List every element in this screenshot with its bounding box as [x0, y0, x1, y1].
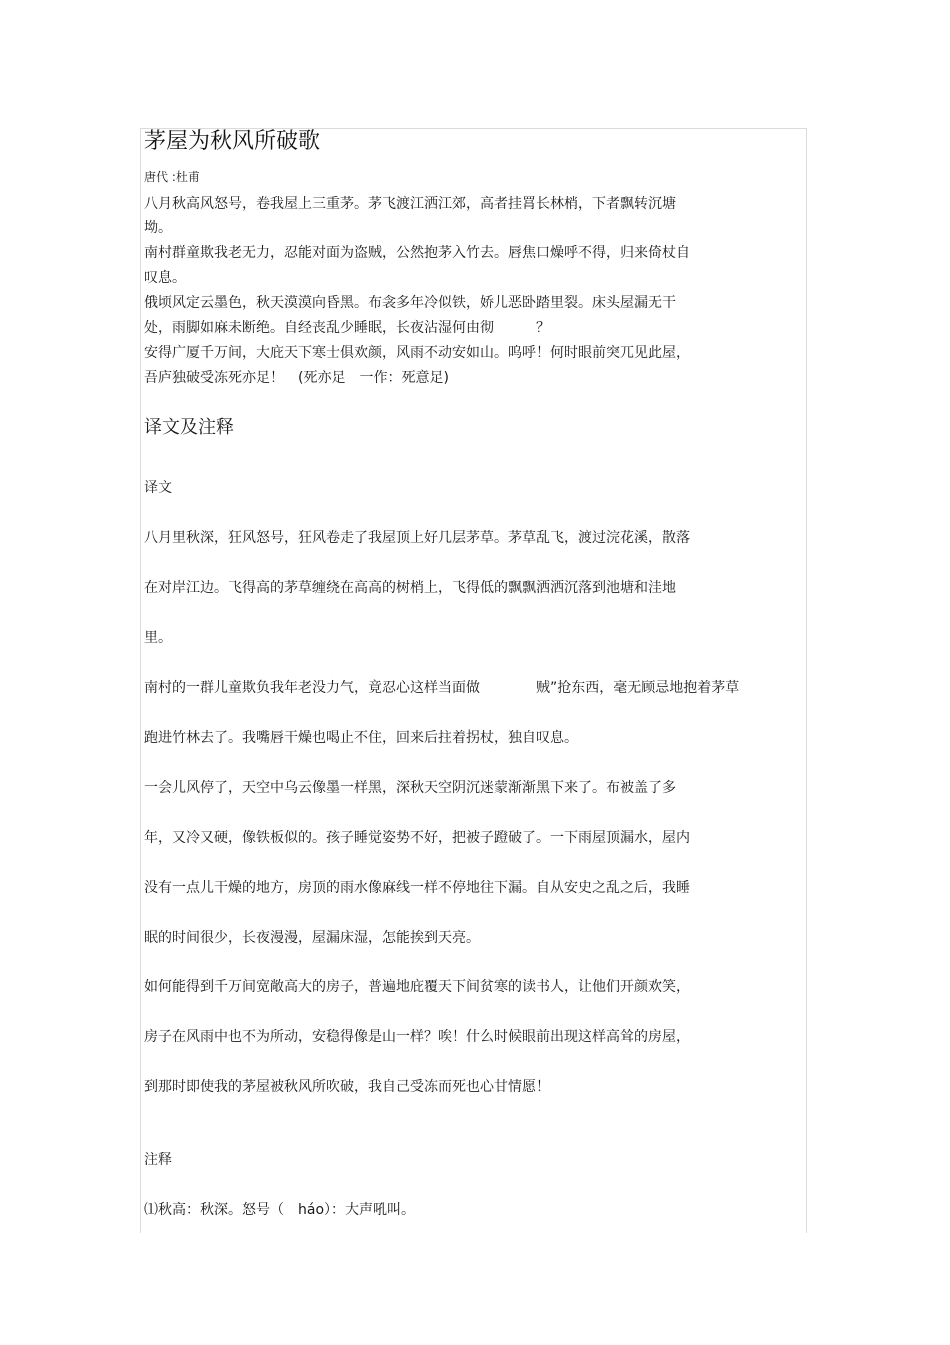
notes-label: 注释	[144, 1152, 172, 1168]
poem-line: 处，雨脚如麻未断绝。自经丧乱少睡眠，长夜沾湿何由彻 ？	[144, 320, 550, 336]
poem-line: 坳。	[144, 220, 172, 236]
poem-line: 八月秋高风怒号，卷我屋上三重茅。茅飞渡江洒江郊，高者挂罥长林梢，下者飘转沉塘	[144, 196, 676, 212]
translation-label: 译文	[144, 480, 172, 496]
poem-title: 茅屋为秋风所破歌	[144, 129, 321, 154]
poem-line: 叹息。	[144, 270, 186, 286]
translation-line: 到那时即使我的茅屋被秋风所吹破，我自己受冻而死也心甘情愿！	[144, 1079, 550, 1095]
translation-line: 房子在风雨中也不为所动，安稳得像是山一样？唉！什么时候眼前出现这样高耸的房屋，	[144, 1029, 690, 1045]
section-heading: 译文及注释	[144, 417, 234, 438]
note-item: ⑴秋高：秋深。怒号（ háo）：大声吼叫。	[144, 1202, 416, 1218]
translation-line: 在对岸江边。飞得高的茅草缠绕在高高的树梢上，飞得低的飘飘洒洒沉落到池塘和洼地	[144, 580, 676, 596]
translation-line: 南村的一群儿童欺负我年老没力气，竟忍心这样当面做 贼”抢东西，毫无顾忌地抱着茅草	[144, 680, 740, 696]
poem-line: 南村群童欺我老无力，忍能对面为盗贼，公然抱茅入竹去。唇焦口燥呼不得，归来倚杖自	[144, 245, 690, 261]
translation-line: 一会儿风停了，天空中乌云像墨一样黑，深秋天空阴沉迷蒙渐渐黑下来了。布被盖了多	[144, 780, 676, 796]
translation-line: 如何能得到千万间宽敞高大的房子，普遍地庇覆天下间贫寒的读书人，让他们开颜欢笑，	[144, 979, 690, 995]
translation-line: 里。	[144, 630, 172, 646]
translation-line: 年，又冷又硬，像铁板似的。孩子睡觉姿势不好，把被子蹬破了。一下雨屋顶漏水，屋内	[144, 830, 690, 846]
translation-line: 八月里秋深，狂风怒号，狂风卷走了我屋顶上好几层茅草。茅草乱飞，渡过浣花溪，散落	[144, 530, 690, 546]
poem-line: 吾庐独破受冻死亦足！ (死亦足 一作：死意足)	[144, 370, 449, 386]
poem-line: 安得广厦千万间，大庇天下寒士俱欢颜，风雨不动安如山。呜呼！何时眼前突兀见此屋，	[144, 345, 690, 361]
translation-line: 没有一点儿干燥的地方，房顶的雨水像麻线一样不停地往下漏。自从安史之乱之后，我睡	[144, 880, 690, 896]
poem-author: 唐代 :杜甫	[144, 170, 200, 184]
poem-line: 俄顷风定云墨色，秋天漠漠向昏黑。布衾多年冷似铁，娇儿恶卧踏里裂。床头屋漏无干	[144, 295, 676, 311]
translation-line: 眠的时间很少，长夜漫漫，屋漏床湿，怎能挨到天亮。	[144, 930, 480, 946]
translation-line: 跑进竹林去了。我嘴唇干燥也喝止不住，回来后拄着拐杖，独自叹息。	[144, 730, 578, 746]
